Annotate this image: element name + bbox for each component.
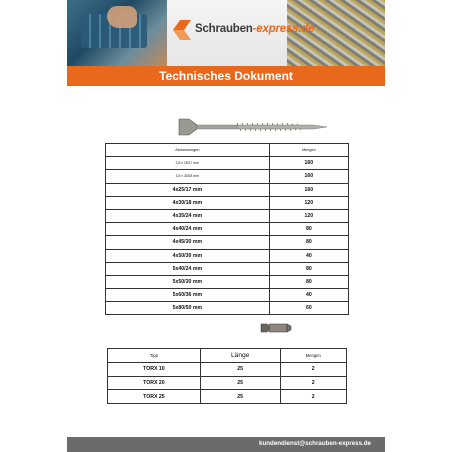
dimension-cell: 3,5 x 25/17 mm — [106, 157, 270, 170]
table-row — [106, 262, 349, 275]
quantity-cell: 120 — [269, 209, 348, 222]
quantity-cell: 160 — [269, 183, 348, 196]
table-row — [108, 362, 347, 376]
tip-cell: TORX 25 — [108, 390, 201, 404]
logo-icon — [171, 18, 193, 42]
dimension-cell: 4x40/24 mm — [106, 223, 270, 236]
table-row — [106, 196, 349, 209]
table-row — [106, 236, 349, 249]
brand-logo[interactable] — [171, 18, 315, 44]
dimension-cell: 3,5 x 30/18 mm — [106, 170, 270, 183]
length-cell: 25 — [200, 376, 280, 390]
tip-cell: TORX 10 — [108, 362, 201, 376]
quantity-cell: 40 — [269, 289, 348, 302]
brand-name: Schrauben — [195, 23, 253, 35]
quantity-cell: 2 — [280, 390, 347, 404]
quantity-cell: 2 — [280, 376, 347, 390]
table-row — [108, 390, 347, 404]
quantity-cell: 160 — [269, 157, 348, 170]
dimension-cell: 5x60/36 mm — [106, 289, 270, 302]
quantity-cell: 60 — [269, 302, 348, 315]
torx-bit-illustration — [259, 320, 295, 336]
column-header: Abmessungen — [106, 144, 270, 157]
dimension-cell: 5x80/50 mm — [106, 302, 270, 315]
dimension-cell: 5x50/30 mm — [106, 275, 270, 288]
header-banner — [67, 0, 385, 66]
dimension-cell: 4x50/30 mm — [106, 249, 270, 262]
length-cell: 25 — [200, 390, 280, 404]
table-row — [106, 157, 349, 170]
quantity-cell: 160 — [269, 170, 348, 183]
table-row — [106, 289, 349, 302]
title-bar — [67, 66, 385, 86]
table-row — [106, 183, 349, 196]
dimension-cell: 5x40/24 mm — [106, 262, 270, 275]
quantity-cell: 80 — [269, 223, 348, 236]
dimension-cell: 4x25/17 mm — [106, 183, 270, 196]
quantity-cell: 80 — [269, 275, 348, 288]
table-row — [106, 249, 349, 262]
screw-dimensions-table — [105, 143, 349, 315]
column-header: Tipp — [108, 349, 201, 363]
dimension-cell: 4x30/18 mm — [106, 196, 270, 209]
table-row — [106, 223, 349, 236]
brand-domain: -express.de — [252, 23, 315, 35]
dimension-cell: 4x45/30 mm — [106, 236, 270, 249]
torx-bits-table — [107, 348, 347, 404]
screw-illustration — [175, 114, 335, 140]
quantity-cell: 40 — [269, 249, 348, 262]
dimension-cell: 4x35/24 mm — [106, 209, 270, 222]
table-row — [108, 376, 347, 390]
quantity-cell: 120 — [269, 196, 348, 209]
length-cell: 25 — [200, 362, 280, 376]
column-header: Mengen — [269, 144, 348, 157]
column-header: Länge — [200, 349, 280, 363]
column-header: Mengen — [280, 349, 347, 363]
table-header-row — [108, 349, 347, 363]
tip-cell: TORX 20 — [108, 376, 201, 390]
table-row — [106, 302, 349, 315]
toolbox-photo — [67, 0, 167, 66]
footer-bar — [67, 437, 385, 452]
table-header-row — [106, 144, 349, 157]
quantity-cell: 80 — [269, 236, 348, 249]
table-row — [106, 209, 349, 222]
document-page — [67, 0, 385, 452]
contact-email-link[interactable]: kundendienst@schrauben-express.de — [259, 440, 371, 447]
table-row — [106, 170, 349, 183]
page-title: Technisches Dokument — [159, 69, 293, 83]
quantity-cell: 2 — [280, 362, 347, 376]
table-row — [106, 275, 349, 288]
quantity-cell: 80 — [269, 262, 348, 275]
